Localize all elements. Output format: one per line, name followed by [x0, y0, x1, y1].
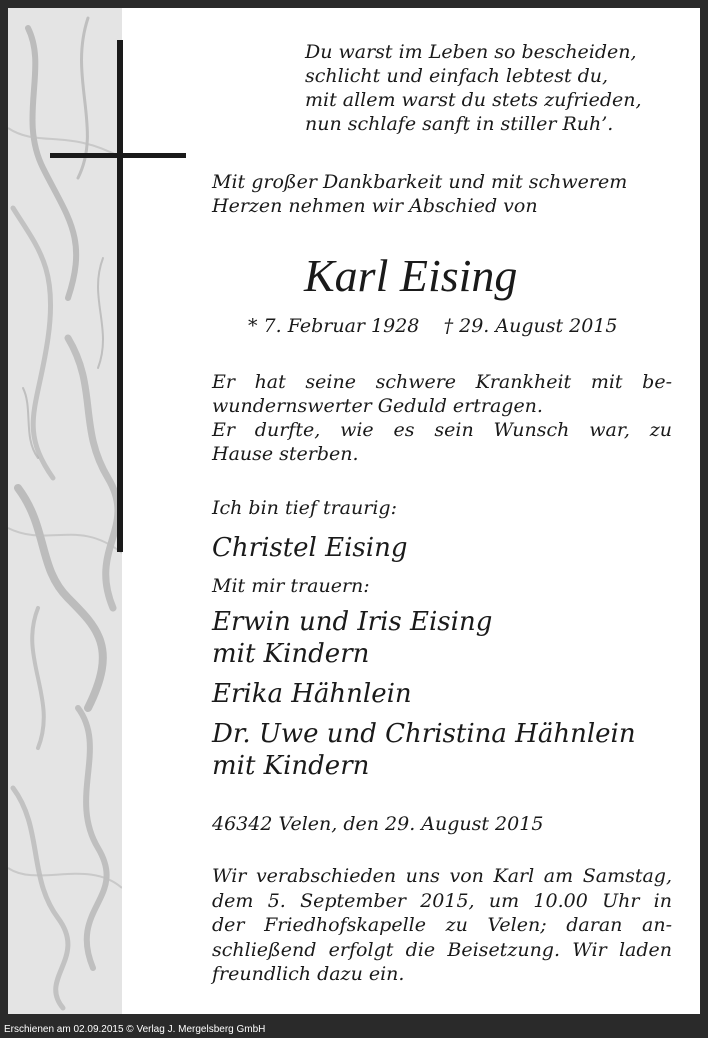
poem	[305, 40, 642, 136]
poem-line: Du warst im Leben so bescheiden,	[305, 41, 637, 63]
illness-line: Hause sterben.	[212, 443, 359, 465]
funeral-line: dem 5. September 2015, um 10.00 Uhr in	[212, 889, 672, 912]
family-entry	[212, 678, 412, 710]
obituary-notice	[8, 8, 700, 1014]
family-entry	[212, 606, 492, 670]
footer-text: Erschienen am 02.09.2015 © Verlag J. Mergelsberg GmbH	[4, 1024, 266, 1035]
illness-text	[212, 370, 672, 466]
funeral-line: Wir verabschieden uns von Karl am Samstag,	[212, 865, 672, 887]
deceased-name: Karl Eising	[304, 250, 518, 301]
poem-line: mit allem warst du stets zufrieden,	[305, 89, 642, 111]
poem-line: schlicht und einfach lebtest du,	[305, 65, 609, 87]
funeral-line: der Friedhofskapelle zu Velen; daran an-	[212, 914, 672, 936]
life-dates	[248, 314, 618, 338]
widow-name: Christel Eising	[212, 533, 408, 563]
illness-line: wundernswerter Geduld ertragen.	[212, 395, 543, 417]
illness-line: Er hat seine schwere Krankheit mit be-	[212, 371, 672, 393]
illness-line: Er durfte, wie es sein Wunsch war, zu	[212, 419, 672, 441]
sad-line: Ich bin tief traurig:	[212, 497, 397, 519]
death-date: † 29. August 2015	[443, 315, 618, 337]
funeral-line: schließend erfolgt die Beisetzung. Wir laden	[212, 938, 672, 961]
intro-text	[212, 170, 627, 218]
family-suffix: mit Kindern	[212, 639, 370, 669]
family-name: Dr. Uwe und Christina Hähnlein	[212, 719, 636, 749]
intro-line: Herzen nehmen wir Abschied von	[212, 195, 538, 217]
birth-date: * 7. Februar 1928	[248, 315, 420, 337]
family-entry	[212, 718, 636, 782]
place-date: 46342 Velen, den 29. August 2015	[212, 813, 544, 835]
family-name: Erwin und Iris Eising	[212, 607, 493, 637]
marble-texture	[8, 8, 122, 1014]
mourning-line: Mit mir trauern:	[212, 575, 370, 597]
family-name: Erika Hähnlein	[212, 679, 412, 709]
intro-line: Mit großer Dankbarkeit und mit schwerem	[212, 171, 628, 193]
cross-vertical-bar	[117, 40, 123, 552]
poem-line: nun schlafe sanft in stiller Ruh’.	[305, 113, 614, 135]
funeral-line: freundlich dazu ein.	[212, 963, 405, 985]
funeral-text	[212, 864, 672, 987]
marble-strip	[8, 8, 122, 1014]
publication-footer	[0, 1022, 708, 1038]
cross-horizontal-bar	[50, 153, 186, 158]
family-suffix: mit Kindern	[212, 751, 370, 781]
